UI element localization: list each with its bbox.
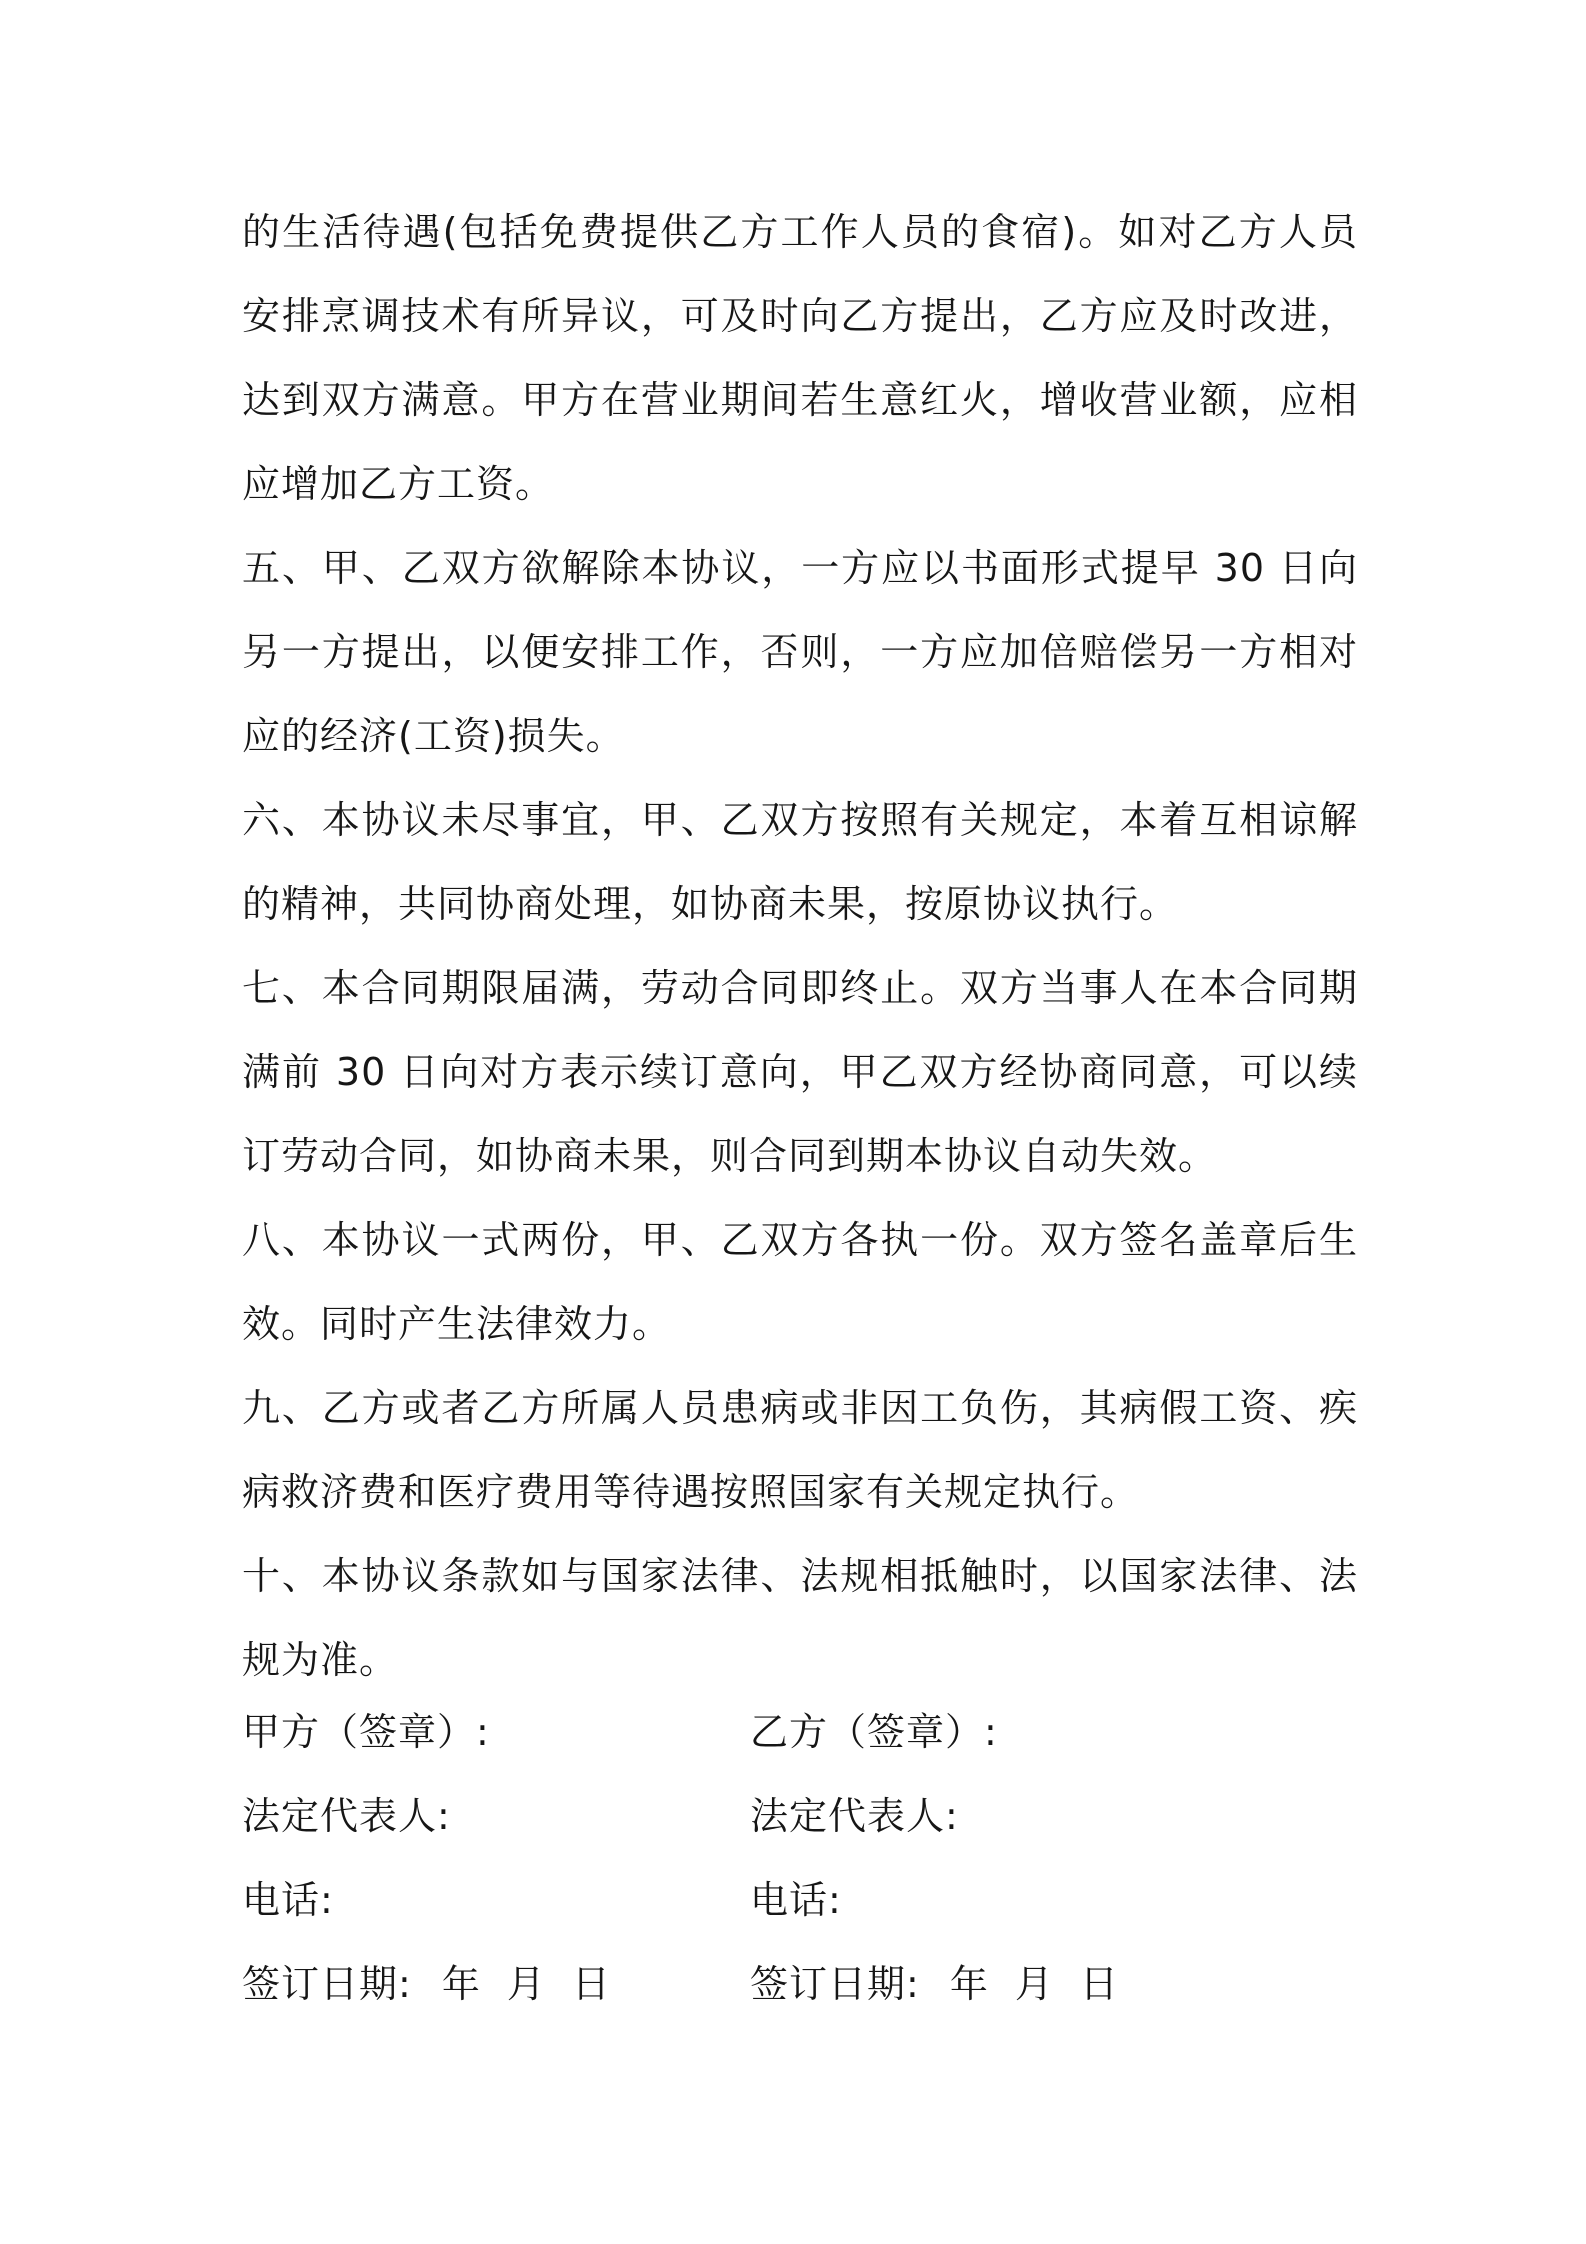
representative-row [242,1774,1358,1858]
party-a-date-month: 月 [506,1962,546,2006]
party-a-date-year: 年 [441,1962,481,2006]
party-a-representative: 法定代表人: [242,1794,451,1838]
signature-block [242,1690,1358,2026]
clause-5-termination: 五、甲、乙双方欲解除本协议，一方应以书面形式提早 30 日向另一方提出，以便安排工作，否则，一方应加倍赔偿另一方相对应的经济(工资)损失。 [242,546,1358,758]
party-b-date-year: 年 [949,1962,989,2006]
agreement-body [242,190,1358,1702]
party-b-date-month: 月 [1014,1962,1054,2006]
party-a-seal: 甲方（签章）: [242,1710,490,1754]
party-b-representative: 法定代表人: [750,1794,959,1838]
party-b-seal: 乙方（签章）: [750,1710,998,1754]
party-b-signing-date [750,1942,1310,2026]
party-a-date-day: 日 [571,1962,611,2006]
party-a-date-label: 签订日期: [242,1962,412,2006]
party-a-signing-date [242,1942,750,2026]
party-b-phone: 电话: [750,1878,842,1922]
clause-9-sickness: 九、乙方或者乙方所属人员患病或非因工负伤，其病假工资、疾病救济费和医疗费用等待遇按照国家有关规定执行。 [242,1386,1358,1514]
party-b-date-day: 日 [1079,1962,1119,2006]
clause-10-legal-conflict: 十、本协议条款如与国家法律、法规相抵触时，以国家法律、法规为准。 [242,1554,1358,1682]
clause-7-contract-expiry: 七、本合同期限届满，劳动合同即终止。双方当事人在本合同期满前 30 日向对方表示续订意向，甲乙双方经协商同意，可以续订劳动合同，如协商未果，则合同到期本协议自动失效。 [242,966,1358,1178]
party-b-date-label: 签订日期: [750,1962,920,2006]
date-row [242,1942,1358,2026]
phone-row [242,1858,1358,1942]
seal-row [242,1690,1358,1774]
clause-living-treatment: 的生活待遇(包括免费提供乙方工作人员的食宿)。如对乙方人员安排烹调技术有所异议，可及时向乙方提出，乙方应及时改进，达到双方满意。甲方在营业期间若生意红火，增收营业额，应相应增加乙方工资。 [242,210,1358,506]
clause-6-unresolved-matters: 六、本协议未尽事宜，甲、乙双方按照有关规定，本着互相谅解的精神，共同协商处理，如协商未果，按原协议执行。 [242,798,1358,926]
party-a-phone: 电话: [242,1878,334,1922]
clause-8-copies: 八、本协议一式两份，甲、乙双方各执一份。双方签名盖章后生效。同时产生法律效力。 [242,1218,1358,1346]
